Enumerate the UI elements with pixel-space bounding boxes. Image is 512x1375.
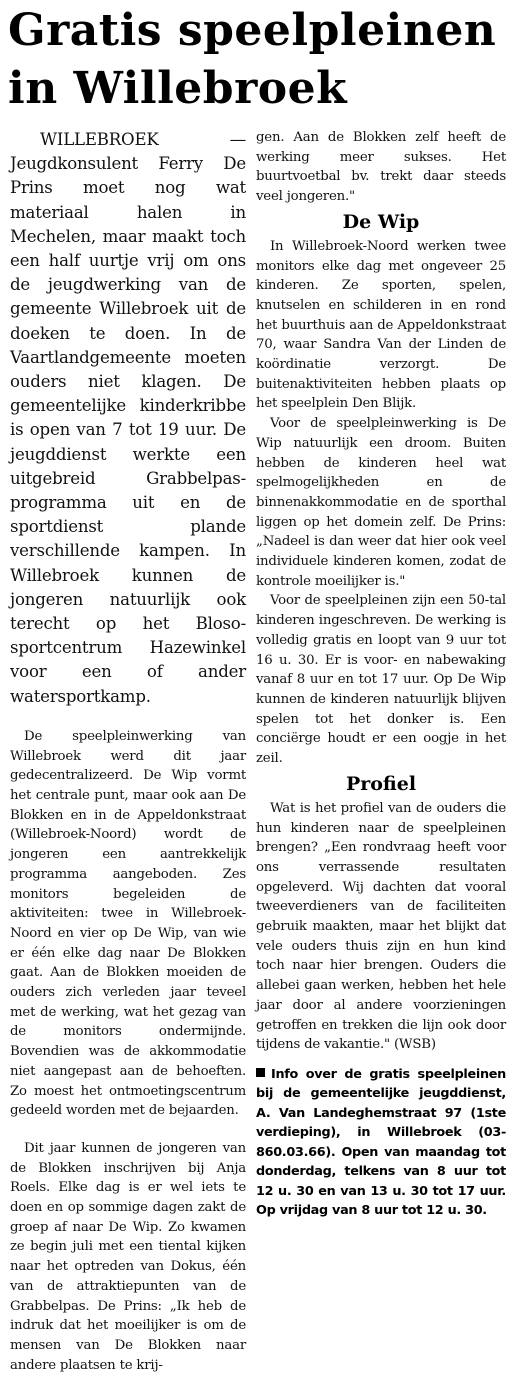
headline-line-2: in Willebroek bbox=[8, 63, 348, 114]
info-text: Info over de gratis speelpleinen bij de gemeentelijke jeugddienst, A. Van Landeghemstraat 97 (1ste verdieping), in Willebroek (03-860.03.66). Open van maandag tot donderdag, telkens van 8 uur tot 12 u. 30 en van 13 u. 30 tot 17 uur. Op vrijdag van 8 uur tot 12 u. 30. bbox=[256, 1066, 506, 1219]
body-paragraph: De speelpleinwerking van Willebroek werd dit jaar gedecentralizeerd. De Wip vormt het centrale punt, maar ook aan De Blokken en in de Appeldonkstraat (Willebroek-Noord) wordt de jongeren een aantrekkelijk programma aangeboden. Zes monitors begeleiden de aktiviteiten: twee in Willebroek-Noord en vier op De Wip, van wie er één elke dag naar De Blokken gaat. Aan de Blokken moeiden de ouders zich verleden jaar teveel met de werking, wat het gezag van de monitors ondermijnde. Bovendien was de akkommodatie niet aangepast aan de behoeften. Zo moest het ontmoetingscentrum gedeeld worden met de bejaarden. bbox=[10, 728, 246, 1119]
headline-line-1: Gratis speelpleinen bbox=[8, 5, 497, 56]
right-column bbox=[256, 128, 506, 1311]
info-box bbox=[256, 1065, 506, 1221]
headline bbox=[8, 2, 508, 118]
body-paragraph: Voor de speelpleinen zijn een 50-tal kinderen ingeschreven. De werking is volledig gratis en loopt van 9 uur tot 16 u. 30. Er is voor- en nabewaking vanaf 8 uur en tot 17 uur. Op De Wip kunnen de kinderen natuurlijk blijven spelen tot het donker is. Een conciërge houdt er een oogje in het zeil. bbox=[256, 593, 506, 767]
bullet-square-icon bbox=[256, 1068, 265, 1077]
left-column bbox=[10, 128, 246, 1373]
body-paragraph: Wat is het profiel van de ouders die hun kinderen naar de speelpleinen brengen? „Een rondvraag heeft voor ons verrassende resultaten opgeleverd. Wij dachten dat vooral tweeverdieners van de faciliteiten gebruik maakten, maar het blijkt dat vele ouders thuis zijn en hun kind toch naar hier brengen. Ouders die allebei gaan werken, hebben het hele jaar door al andere voorzieningen getroffen en trekken die lijn ook door tijdens de vakantie." (WSB) bbox=[256, 800, 506, 1053]
subheading-de-wip: De Wip bbox=[342, 210, 420, 233]
body-paragraph: Dit jaar kunnen de jongeren van de Blokken inschrijven bij Anja Roels. Elke dag is er wel iets te doen en op sommige dagen zakt de groep af naar De Wip. Zo kwamen ze begin juli met een tiental kijken naar het optreden van Dokus, één van de attraktiepunten van de Grabbelpas. De Prins: „Ik heb de indruk dat het moeilijker is om de mensen van De Blokken naar andere plaatsen te krij- bbox=[10, 1140, 246, 1373]
body-paragraph: In Willebroek-Noord werken twee monitors elke dag met ongeveer 25 kinderen. Ze sporten, spelen, knutselen en schilderen in en rond het buurthuis aan de Appeldonkstraat 70, waar Sandra Van der Linden de koördinatie verzorgt. De buitenaktiviteiten hebben plaats op het speelplein Den Blijk. bbox=[256, 238, 506, 412]
body-paragraph: Voor de speelpleinwerking is De Wip natuurlijk een droom. Buiten hebben de kinderen heel wat spelmogelijkheden en de binnenakkommodatie en de sporthal liggen op het domein zelf. De Prins: „Nadeel is dan weer dat hier ook veel individuele kinderen komen, zodat de kontrole moeilijker is." bbox=[256, 416, 506, 589]
lead-paragraph: WILLEBROEK — Jeugdkonsulent Ferry De Prins moet nog wat materiaal halen in Mechelen, maar maakt toch een half uurtje vrij om ons de jeugdwerking van de gemeente Willebroek uit de doeken te doen. In de Vaartlandgemeente moeten ouders niet klagen. De gemeentelijke kinderkribbe is open van 7 tot 19 uur. De jeugddienst werkte een uitgebreid Grabbelpas-programma uit en de sportdienst plande verschillende kampen. In Willebroek kunnen de jongeren natuurlijk ook terecht op het Bloso-sportcentrum Hazewinkel voor een of ander watersportkamp. bbox=[10, 130, 246, 706]
body-paragraph: gen. Aan de Blokken zelf heeft de werking meer sukses. Het buurtvoetbal bv. trekt daar steeds veel jongeren." bbox=[256, 130, 506, 205]
subheading-profiel: Profiel bbox=[345, 772, 417, 795]
